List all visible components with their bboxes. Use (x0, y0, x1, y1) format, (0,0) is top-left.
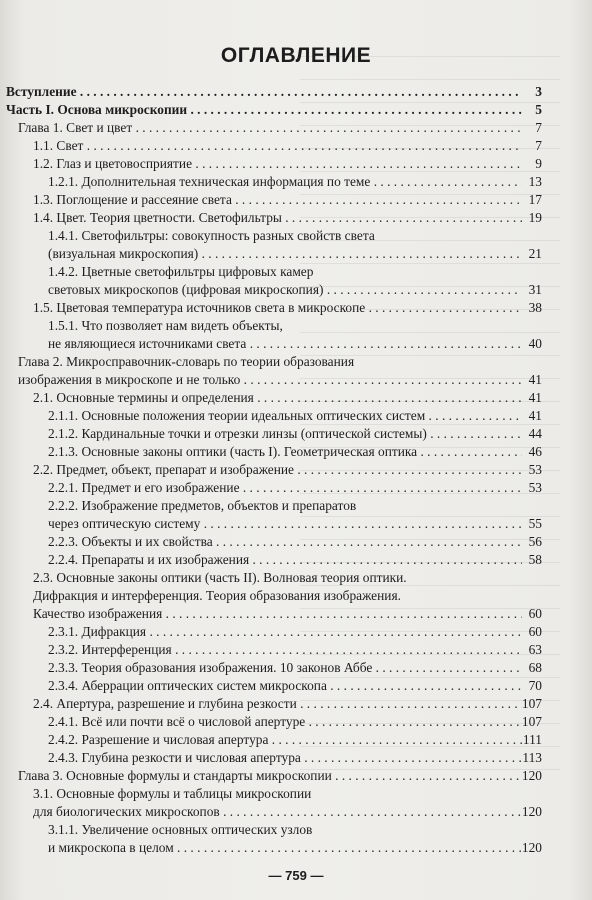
toc-entry (0, 731, 592, 749)
toc-entry-text: 2.1.1. Основные положения теории идеальных оптических систем . . . (48, 407, 522, 425)
toc-entry-text: 2.4. Апертура, разрешение и глубина резкости . . . (33, 695, 522, 713)
toc-entry-text: 1.3. Поглощение и рассеяние света . . . (33, 191, 522, 209)
toc-entry-text: 1.2. Глаз и цветовосприятие . . . (33, 155, 522, 173)
toc-entry-text: Вступление . . . (6, 83, 522, 101)
toc-entry-page: 38 (528, 300, 542, 315)
toc-entry-page: 60 (528, 624, 542, 639)
toc-entry (0, 515, 592, 533)
toc-entry-page: 58 (528, 552, 542, 567)
toc-entry (0, 605, 592, 623)
toc-entry-page: 46 (528, 444, 542, 459)
toc-entry (0, 353, 592, 371)
toc-entry (0, 587, 592, 605)
toc-entry-page: 5 (535, 102, 542, 117)
toc-entry-text: световых микроскопов (цифровая микроскопия) . . . (48, 281, 522, 299)
toc-entry (0, 371, 592, 389)
toc-entry-page: 41 (528, 390, 542, 405)
toc-entry-text: 2.2.2. Изображение предметов, объектов и препаратов (48, 498, 357, 513)
toc-entry-page: 113 (522, 750, 542, 765)
toc-entry (0, 389, 592, 407)
toc-entry-page: 107 (521, 714, 542, 729)
toc-entry (0, 137, 592, 155)
toc-entry (0, 209, 592, 227)
toc-entry-text: 3.1. Основные формулы и таблицы микроскопии (33, 786, 312, 801)
toc-entry-text: 1.2.1. Дополнительная техническая информация по теме . . . (48, 173, 522, 191)
toc-entry-page: 55 (528, 516, 542, 531)
toc-entry (0, 281, 592, 299)
toc-entry (0, 263, 592, 281)
toc-entry-text: 2.2.4. Препараты и их изображения . . . (48, 551, 522, 569)
toc-entry-page: 107 (521, 696, 542, 711)
toc-entry (0, 227, 592, 245)
toc-entry-text: (визуальная микроскопия) . . . (48, 245, 522, 263)
toc-entry-text: 2.3.4. Аберрации оптических систем микроскопа . . . (48, 677, 522, 695)
toc-entry-page: 3 (535, 84, 542, 99)
toc-entry-page: 9 (535, 156, 542, 171)
toc-entry-page: 17 (528, 192, 542, 207)
toc-entry (0, 839, 592, 857)
toc-entry-text: Часть I. Основа микроскопии . . . (6, 101, 522, 119)
toc-entry-text: 1.5.1. Что позволяет нам видеть объекты, (48, 318, 283, 333)
toc-entry-text: изображения в микроскопе и не только . . . (18, 371, 522, 389)
toc-entry-page: 63 (528, 642, 542, 657)
toc-entry-text: и микроскопа в целом . . . (48, 839, 522, 857)
toc-entry-text: 3.1.1. Увеличение основных оптических узлов (48, 822, 313, 837)
toc-entry (0, 119, 592, 137)
toc-entry-page: 120 (521, 840, 542, 855)
toc-entry-page: 56 (528, 534, 542, 549)
toc-entry-page: 111 (522, 732, 542, 747)
toc-entry (0, 677, 592, 695)
toc-entry (0, 533, 592, 551)
toc-entry-page: 40 (528, 336, 542, 351)
toc-entry-text: Глава 3. Основные формулы и стандарты микроскопии . . . (18, 767, 522, 785)
toc-entry (0, 155, 592, 173)
toc-entry-text: Дифракция и интерференция. Теория образования изображения. (33, 588, 401, 603)
toc-entry (0, 83, 592, 101)
toc-entry (0, 317, 592, 335)
toc-entry-text: через оптическую систему . . . (48, 515, 522, 533)
toc-entry (0, 425, 592, 443)
toc-entry-text: 2.3.3. Теория образования изображения. 10 законов Аббе . . . (48, 659, 522, 677)
toc-entry-page: 41 (528, 372, 542, 387)
toc-entry (0, 623, 592, 641)
toc-entry-page: 53 (528, 480, 542, 495)
toc-entry-page: 21 (528, 246, 542, 261)
page-number: — 759 — (268, 868, 324, 883)
toc-entry-text: 2.2.3. Объекты и их свойства . . . (48, 533, 522, 551)
toc-entry (0, 461, 592, 479)
toc-entry-page: 120 (521, 804, 542, 819)
toc-entry (0, 569, 592, 587)
toc-entry-page: 70 (528, 678, 542, 693)
toc-entry (0, 659, 592, 677)
toc-entry-text: 2.3.2. Интерференция . . . (48, 641, 522, 659)
toc-entry-text: 2.2.1. Предмет и его изображение . . . (48, 479, 522, 497)
toc-entry-text: 2.1.2. Кардинальные точки и отрезки линзы (оптической системы) . . . (48, 425, 522, 443)
toc-entry (0, 551, 592, 569)
toc-entry (0, 767, 592, 785)
toc-entry-text: 1.5. Цветовая температура источников света в микроскопе . . . (33, 299, 522, 317)
toc-entry (0, 407, 592, 425)
toc-entry-text: Глава 2. Микросправочник-словарь по теории образования (18, 354, 355, 369)
toc-entry-page: 13 (528, 174, 542, 189)
toc-entry (0, 695, 592, 713)
toc-entry-text: Глава 1. Свет и цвет . . . (18, 119, 522, 137)
toc-entry-text: 2.1.3. Основные законы оптики (часть I). Геометрическая оптика . . . (48, 443, 522, 461)
toc-entry (0, 191, 592, 209)
toc-entry-page: 120 (521, 768, 542, 783)
toc-entry-page: 31 (528, 282, 542, 297)
toc-entry (0, 713, 592, 731)
toc-entry-text: 2.2. Предмет, объект, препарат и изображение . . . (33, 461, 522, 479)
toc-entry-text: 2.4.2. Разрешение и числовая апертура . . . (48, 731, 522, 749)
toc-entry-text: 2.4.3. Глубина резкости и числовая апертура . . . (48, 749, 522, 767)
toc-entry-page: 44 (528, 426, 542, 441)
toc-entry (0, 785, 592, 803)
toc-entry-text: для биологических микроскопов . . . (33, 803, 522, 821)
toc-entry (0, 641, 592, 659)
toc-entry (0, 479, 592, 497)
toc-entry-page: 53 (528, 462, 542, 477)
toc-entry (0, 803, 592, 821)
toc-entry-page: 41 (528, 408, 542, 423)
toc-entry-page: 7 (535, 120, 542, 135)
toc-entry (0, 245, 592, 263)
toc-entry-text: 1.4.1. Светофильтры: совокупность разных свойств света (48, 228, 375, 243)
page-title: ОГЛАВЛЕНИЕ (220, 44, 372, 67)
toc-entry-text: 2.1. Основные термины и определения . . . (33, 389, 522, 407)
toc-entry (0, 443, 592, 461)
toc-entry (0, 821, 592, 839)
toc-entry-text: 1.4.2. Цветные светофильтры цифровых камер (48, 264, 314, 279)
toc-entry-text: 1.1. Свет . . . (33, 137, 522, 155)
toc-entry-page: 19 (528, 210, 542, 225)
toc-entry-page: 68 (528, 660, 542, 675)
toc-entry (0, 335, 592, 353)
toc-entry-page: 7 (535, 138, 542, 153)
toc-entry (0, 173, 592, 191)
toc-entry (0, 497, 592, 515)
toc-entry (0, 749, 592, 767)
toc-entry-text: 2.4.1. Всё или почти всё о числовой апертуре . . . (48, 713, 522, 731)
toc-entry-page: 60 (528, 606, 542, 621)
toc-entry-text: 2.3.1. Дифракция . . . (48, 623, 522, 641)
toc-entry-text: 1.4. Цвет. Теория цветности. Светофильтры . . . (33, 209, 522, 227)
toc-entry (0, 101, 592, 119)
toc-entry-text: не являющиеся источниками света . . . (48, 335, 522, 353)
toc-entry-text: Качество изображения . . . (33, 605, 522, 623)
toc-entry-text: 2.3. Основные законы оптики (часть II). Волновая теория оптики. (33, 570, 407, 585)
toc-entry (0, 299, 592, 317)
